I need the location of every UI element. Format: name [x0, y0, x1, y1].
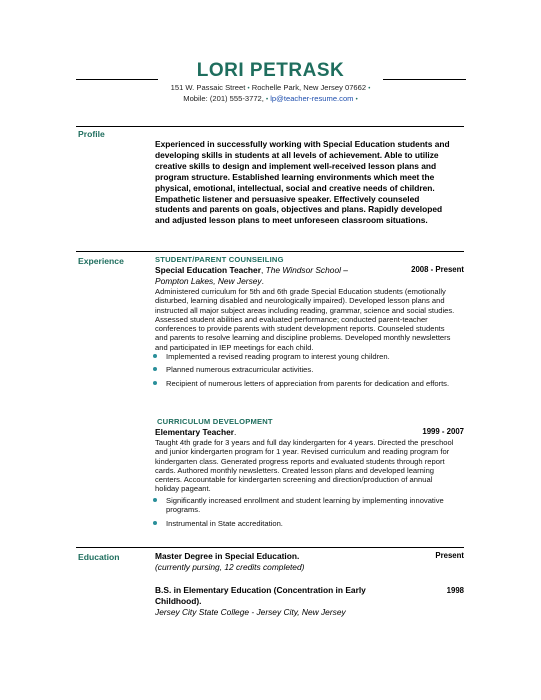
address-street: 151 W. Passaic Street	[170, 83, 246, 92]
section-label-profile: Profile	[78, 129, 105, 139]
job-category: STUDENT/PARENT COUNSEILING	[155, 255, 284, 264]
mobile-phone: Mobile: (201) 555-3772,	[183, 94, 264, 103]
address-city: Rochelle Park, New Jersey 07662	[251, 83, 367, 92]
bullet-icon	[153, 521, 157, 525]
job-description: Administered curriculum for 5th and 6th grade Special Education students (emotionally disturbed, learning disabled and neurologically impaired). Developed lesson plans and instructed all major subject areas including reading, grammar, science and social studies. Assessed student abilities and evaluated performance; conducted parent-teacher conferences to provide parents with student development reports. Counseled students and parents to resolve learning and discipline problems. Developed monthly newsletters and participated in IEP meetings for each child.	[155, 287, 455, 352]
education-dates: Present	[435, 551, 464, 560]
separator-dot-icon: •	[266, 97, 269, 103]
header-rule-right	[383, 79, 466, 80]
separator-dot-icon: •	[368, 86, 371, 92]
job-dates: 2008 - Present	[411, 265, 464, 274]
email-link[interactable]: lp@teacher-resume.com	[270, 94, 354, 103]
education-detail: (currently pursing, 12 credits completed)	[155, 562, 305, 572]
list-item: Recipient of numerous letters of appreciation from parents for dedication and efforts.	[152, 379, 452, 388]
job-title-line: Elementary Teacher.	[155, 427, 237, 437]
job-achievements	[152, 352, 452, 388]
job-description: Taught 4th grade for 3 years and full day kindergarten for 4 years. Directed the preschool and junior kindergarten program for 1 year. Revised curriculum and reading program for kindergarten class. Generated progress reports and evaluated students through report cards. Authored monthly newsletters. Created lesson plans and developed learning centers. Accountable for kindergarten screening and direction/production of annual holiday pageant.	[155, 438, 454, 494]
section-label-experience: Experience	[78, 256, 124, 266]
list-item: Instrumental in State accreditation.	[152, 519, 452, 528]
job-achievements	[152, 496, 452, 528]
section-label-education: Education	[78, 552, 120, 562]
resume-name: LORI PETRASK	[196, 60, 345, 81]
job-title-line: Special Education Teacher, The Windsor School – Pompton Lakes, New Jersey.	[155, 265, 348, 286]
education-degree: B.S. in Elementary Education (Concentration in Early Childhood).	[155, 585, 366, 606]
job-employer: The Windsor School –	[265, 265, 348, 275]
header-rule-left	[76, 79, 158, 80]
education-degree: Master Degree in Special Education.	[155, 551, 300, 561]
education-dates: 1998	[446, 586, 464, 595]
list-item: Significantly increased enrollment and student learning by implementing innovative programs.	[152, 496, 452, 515]
bullet-icon	[153, 381, 157, 385]
bullet-icon	[153, 498, 157, 502]
contact-phone-line	[0, 93, 541, 106]
separator-dot-icon: •	[247, 86, 250, 92]
job-dates: 1999 - 2007	[422, 427, 464, 436]
job-title: Special Education Teacher	[155, 265, 261, 275]
job-category: CURRICULUM DEVELOPMENT	[157, 417, 273, 426]
section-rule-education	[76, 547, 464, 548]
bullet-icon	[153, 354, 157, 358]
job-title: Elementary Teacher	[155, 427, 234, 437]
profile-summary: Experienced in successfully working with Special Education students and developing skills in students at all levels of achievement. Able to utilize creative skills to design and implement well-received lesson plans and program structure. Established learning environments which meet the physical, emotional, intellectual, social and creative needs of children. Empathetic listener and persuasive speaker. Effectively counseled students and parents on goals, objectives and plans. Rapidly developed and adjusted lesson plans to meet unforeseen classroom situations.	[155, 139, 450, 226]
section-rule-experience	[76, 251, 464, 252]
bullet-icon	[153, 367, 157, 371]
separator-dot-icon: •	[355, 97, 358, 103]
list-item: Planned numerous extracurricular activities.	[152, 365, 452, 374]
list-item: Implemented a revised reading program to interest young children.	[152, 352, 452, 361]
job-location: Pompton Lakes, New Jersey	[155, 275, 262, 286]
section-rule-profile	[76, 126, 464, 127]
education-detail: Jersey City State College - Jersey City, New Jersey	[155, 607, 346, 617]
